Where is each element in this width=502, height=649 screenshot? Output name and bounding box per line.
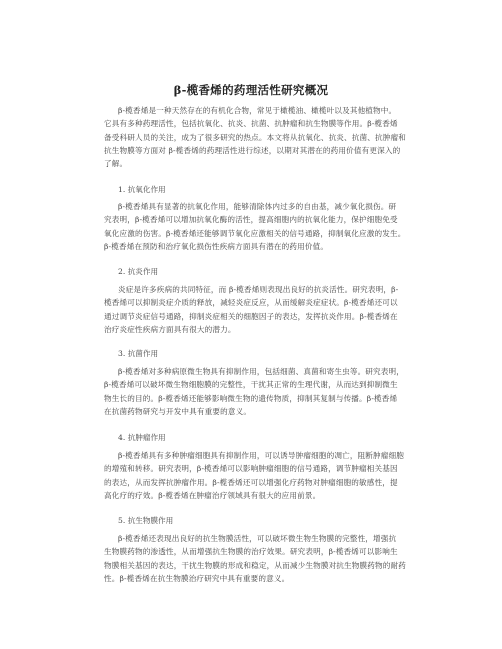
section-paragraph-antioxidant <box>104 200 424 253</box>
text-line: 治疗炎症性疾病方面具有很大的潜力。 <box>104 324 236 334</box>
text-line: 了解。 <box>104 159 128 169</box>
text-line: 氧化应激的伤害。β-榄香烯还能够调节氧化应激相关的信号通路，抑制氧化应激的发生。 <box>104 228 406 238</box>
intro-paragraph <box>104 104 424 170</box>
text-line: β-榄香烯是一种天然存在的有机化合物，常见于橄榄油、橄榄叶以及其他植物中。 <box>118 106 397 115</box>
text-line: 炎症是许多疾病的共同特征，而 β-榄香烯则表现出良好的抗炎活性。研究表明，β- <box>118 285 399 294</box>
text-line: 它具有多种药理活性，包括抗氧化、抗炎、抗菌、抗肿瘤和抗生物膜等作用。β-榄香烯 <box>104 119 398 129</box>
text-line: 通过调节炎症信号通路，抑制炎症相关的细胞因子的表达，发挥抗炎作用。β-榄香烯在 <box>104 311 398 321</box>
section-paragraph-anti-inflammatory <box>104 283 424 336</box>
section-heading-antitumor: 4. 抗肿瘤作用 <box>118 433 166 442</box>
text-line: β-榄香烯对多种病原微生物具有抑制作用，包括细菌、真菌和寄生虫等。研究表明， <box>118 367 405 376</box>
text-line: 的表达，从而发挥抗肿瘤作用。β-榄香烯还可以增强化疗药物对肿瘤细胞的敏感性，提 <box>104 477 398 487</box>
text-line: 物膜相关基因的表达，干扰生物膜的形成和稳定，从而减少生物膜对抗生物膜药物的耐药 <box>104 560 407 570</box>
section-heading-anti-inflammatory: 2. 抗炎作用 <box>118 267 159 276</box>
section-paragraph-antitumor <box>104 449 424 502</box>
text-line: 备受科研人员的关注，成为了很多研究的热点。本文将从抗氧化、抗炎、抗菌、抗肿瘤和 <box>104 132 407 142</box>
text-line: 高化疗的疗效。β-榄香烯在肿瘤治疗领域具有很大的应用前景。 <box>104 490 321 500</box>
text-line: 性。β-榄香烯在抗生物膜治疗研究中具有重要的意义。 <box>104 573 290 583</box>
text-line: β-榄香烯还表现出良好的抗生物膜活性，可以破坏微生物生物膜的完整性，增强抗 <box>118 534 397 543</box>
section-heading-antibiofilm: 5. 抗生物膜作用 <box>118 516 174 525</box>
section-heading-antioxidant: 1. 抗氧化作用 <box>118 185 166 194</box>
section-heading-antibacterial: 3. 抗菌作用 <box>118 349 159 358</box>
text-line: 在抗菌药物研究与开发中具有重要的意义。 <box>104 406 252 416</box>
text-line: β-榄香烯具有多种肿瘤细胞具有抑制作用，可以诱导肿瘤细胞的凋亡，阻断肿瘤细胞 <box>118 451 405 460</box>
text-line: β-榄香烯具有显著的抗氧化作用，能够清除体内过多的自由基，减少氧化损伤。研 <box>118 202 397 211</box>
text-line: 究表明，β-榄香烯可以增加抗氧化酶的活性，提高细胞内的抗氧化能力，保护细胞免受 <box>104 215 398 225</box>
text-line: 生物膜药物的渗透性，从而增强抗生物膜的治疗效果。研究表明，β-榄香烯可以影响生 <box>104 547 398 557</box>
text-line: 榄香烯可以抑制炎症介质的释放，减轻炎症反应，从而缓解炎症症状。β-榄香烯还可以 <box>104 298 398 308</box>
text-line: 物生长的目的。β-榄香烯还能够影响微生物的遗传物质，抑制其复制与传播。β-榄香烯 <box>104 393 398 403</box>
section-paragraph-antibiofilm <box>104 532 424 585</box>
text-line: β-榄香烯可以破坏微生物细胞膜的完整性，干扰其正常的生理代谢，从而达到抑制微生 <box>104 380 398 390</box>
text-line: 的增殖和转移。研究表明，β-榄香烯可以影响肿瘤细胞的信号通路，调节肿瘤相关基因 <box>104 464 398 474</box>
text-line: β-榄香烯在预防和治疗氧化损伤性疾病方面具有潜在的药用价值。 <box>104 241 329 251</box>
document-title: β-榄香烯的药理活性研究概况 <box>173 83 329 97</box>
section-paragraph-antibacterial <box>104 365 424 418</box>
text-line: 抗生物膜等方面对 β-榄香烯的药理活性进行综述，以期对其潜在的药用价值有更深入的 <box>104 145 401 155</box>
